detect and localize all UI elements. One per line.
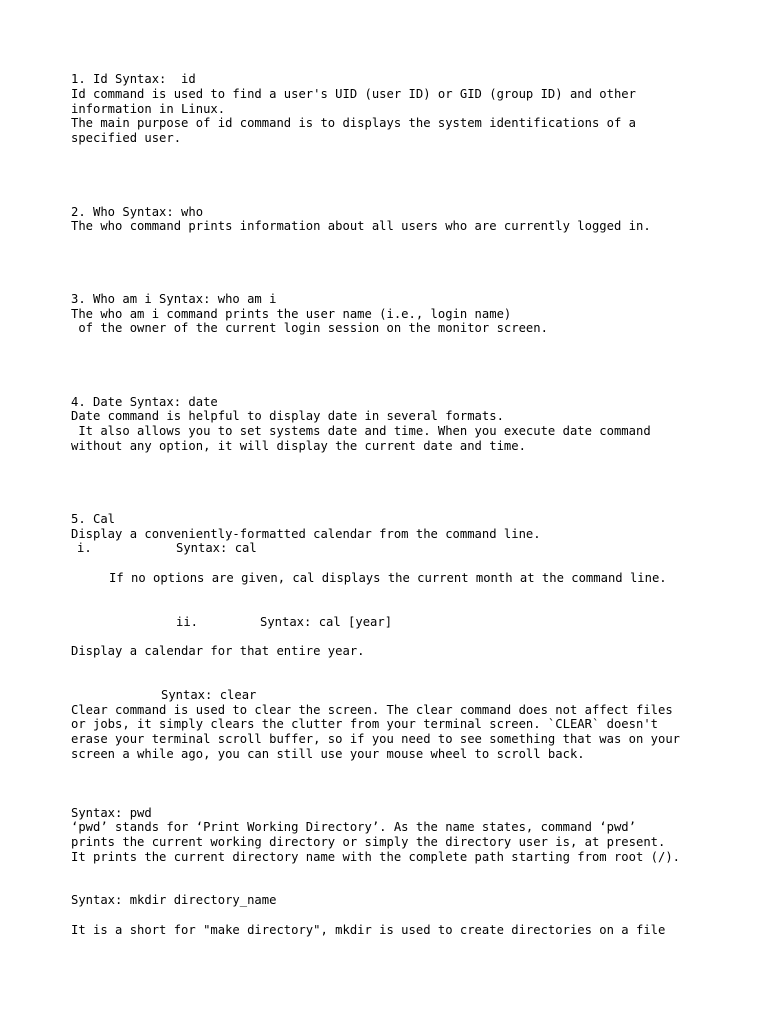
cal-item1-desc: If no options are given, cal displays the current month at the command line. [109, 571, 667, 585]
who-line-1: The who command prints information about all users who are currently logged in. [71, 219, 651, 233]
id-line-2: information in Linux. [71, 102, 226, 116]
date-line-2: It also allows you to set systems date and time. When you execute date command [71, 424, 651, 438]
clear-line-4: screen a while ago, you can still use your mouse wheel to scroll back. [71, 747, 585, 761]
date-line-3: without any option, it will display the current date and time. [71, 439, 526, 453]
whoami-line-1: The who am i command prints the user name (i.e., login name) [71, 307, 512, 321]
id-heading: 1. Id Syntax: id [71, 72, 196, 86]
cal-item1-syntax: Syntax: cal [176, 541, 257, 555]
pwd-line-3: It prints the current directory name with the complete path starting from root (/). [71, 850, 681, 864]
mkdir-line-1: It is a short for "make directory", mkdir is used to create directories on a file [71, 923, 666, 937]
mkdir-heading: Syntax: mkdir directory_name [71, 893, 277, 907]
pwd-heading: Syntax: pwd [71, 806, 152, 820]
id-line-3: The main purpose of id command is to displays the system identifications of a [71, 116, 636, 130]
cal-item2-syntax: Syntax: cal [year] [260, 615, 393, 629]
id-line-1: Id command is used to find a user's UID (user ID) or GID (group ID) and other [71, 87, 636, 101]
whoami-line-2: of the owner of the current login session on the monitor screen. [71, 321, 548, 335]
id-line-4: specified user. [71, 131, 182, 145]
clear-line-3: erase your terminal scroll buffer, so if you need to see something that was on your [71, 732, 681, 746]
clear-heading: Syntax: clear [161, 688, 257, 702]
cal-item1-marker: i. [77, 541, 92, 555]
clear-line-2: or jobs, it simply clears the clutter from your terminal screen. `CLEAR` doesn't [71, 717, 658, 731]
date-line-1: Date command is helpful to display date in several formats. [71, 409, 504, 423]
cal-heading: 5. Cal [71, 512, 116, 526]
pwd-line-1: ‘pwd’ stands for ‘Print Working Directory’. As the name states, command ‘pwd’ [71, 820, 636, 834]
date-heading: 4. Date Syntax: date [71, 395, 218, 409]
cal-item2-desc: Display a calendar for that entire year. [71, 644, 365, 658]
cal-item2-marker: ii. [176, 615, 199, 629]
who-heading: 2. Who Syntax: who [71, 205, 204, 219]
cal-intro: Display a conveniently-formatted calendar from the command line. [71, 527, 541, 541]
pwd-line-2: prints the current working directory or simply the directory user is, at present. [71, 835, 666, 849]
clear-line-1: Clear command is used to clear the screen. The clear command does not affect files [71, 703, 673, 717]
whoami-heading: 3. Who am i Syntax: who am i [71, 292, 277, 306]
